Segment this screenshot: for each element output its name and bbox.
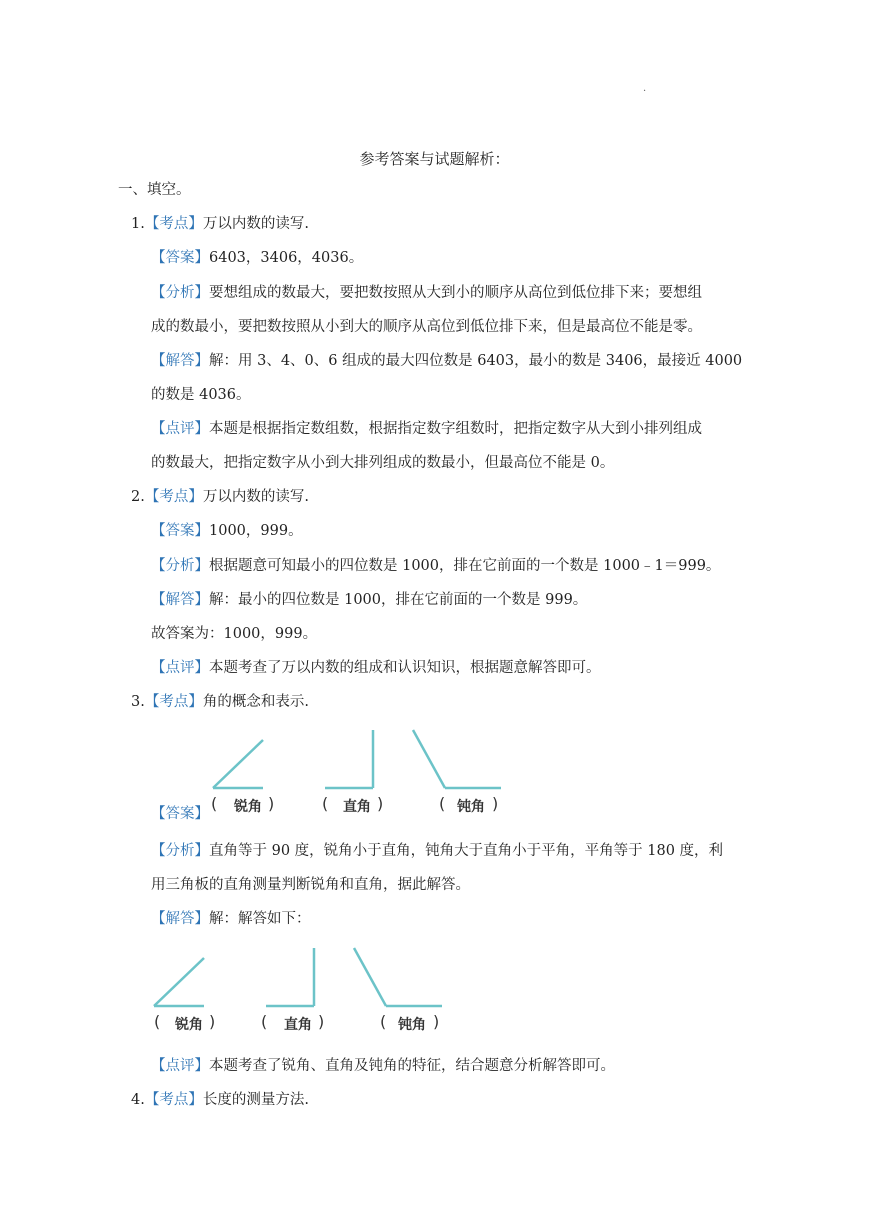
q1-fenxi-line-2: 成的数最小，要把数按照从小到大的顺序从高位到低位排下来，但是最高位不能是零。 — [151, 319, 702, 335]
q1-daan: 6403，3406，4036。 — [209, 250, 364, 266]
tag-daan: 【答案】 — [151, 523, 209, 539]
q1-dianping-1: 本题是根据指定数组数，根据指定数字组数时，把指定数字从大到小排列组成 — [209, 421, 702, 437]
tag-fenxi: 【分析】 — [151, 843, 209, 859]
obtuse-angle-arm-2 — [413, 730, 445, 788]
q2-dianping: 本题考查了万以内数的组成和认识知识，根据题意解答即可。 — [209, 660, 601, 676]
q3-daan-line — [151, 804, 209, 824]
tag-dianping: 【点评】 — [151, 660, 209, 676]
tag-fenxi: 【分析】 — [151, 558, 209, 574]
angles-figure-answer: ( 锐角 ) ( 直角 ) ( 钝角 ) — [205, 726, 515, 818]
q3-number: 3. — [131, 694, 145, 710]
q1-daan-line — [151, 248, 363, 268]
tag-jieda: 【解答】 — [151, 911, 209, 927]
header-dot: · — [643, 86, 647, 97]
tag-kaodian: 【考点】 — [144, 1092, 203, 1108]
q4-number: 4. — [131, 1092, 145, 1108]
q2-daan-line — [151, 521, 303, 541]
q4-kaodian: 长度的测量方法. — [202, 1092, 309, 1108]
tag-jieda: 【解答】 — [151, 592, 209, 608]
q3-fenxi-1: 直角等于 90 度，锐角小于直角，钝角大于直角小于平角，平角等于 180 度，利 — [209, 843, 724, 859]
angle-label-right: 直角 — [343, 799, 371, 815]
q2-number: 2. — [131, 489, 145, 505]
tag-jieda: 【解答】 — [151, 353, 209, 369]
q1-dianping-line-2: 的数最大，把指定数字从小到大排列组成的数最小，但最高位不能是 0。 — [151, 455, 615, 471]
obtuse-angle-arm-2 — [354, 948, 386, 1006]
q1-number: 1. — [131, 216, 145, 232]
acute-angle-arm-2 — [154, 958, 204, 1006]
q3-fenxi-line — [151, 841, 723, 861]
q2-jieda-line — [151, 590, 587, 610]
angle-label-right: 直角 — [284, 1017, 312, 1033]
angle-label-acute: 锐角 — [175, 1017, 203, 1033]
q1-fenxi-line — [151, 283, 702, 303]
q3-jieda-line — [151, 909, 311, 929]
q2-fenxi-line — [151, 556, 720, 576]
angles-figure-solution: ( 锐角 ) ( 直角 ) ( 钝角 ) — [146, 944, 456, 1036]
angle-label-obtuse: 钝角 — [398, 1017, 426, 1033]
angle-label-obtuse: 钝角 — [457, 799, 485, 815]
q3-jieda: 解：解答如下： — [209, 911, 311, 927]
acute-angle-arm-2 — [213, 740, 263, 788]
section-heading: 一、填空。 — [118, 182, 191, 198]
q1-jieda-1: 解：用 3、4、0、6 组成的最大四位数是 6403，最小的数是 3406，最接近 4000 — [209, 353, 743, 369]
tag-dianping: 【点评】 — [151, 421, 209, 437]
q1-jieda-line-2: 的数是 4036。 — [151, 387, 251, 403]
q1-kaodian-line — [131, 214, 309, 234]
tag-dianping: 【点评】 — [151, 1058, 209, 1074]
q3-kaodian: 角的概念和表示. — [202, 694, 309, 710]
q3-dianping: 本题考查了锐角、直角及钝角的特征，结合题意分析解答即可。 — [209, 1058, 615, 1074]
angles-drawing — [205, 726, 515, 796]
q2-jieda: 解：最小的四位数是 1000，排在它前面的一个数是 999。 — [209, 592, 588, 608]
q1-fenxi-1: 要想组成的数最大，要把数按照从大到小的顺序从高位到低位排下来；要想组 — [209, 285, 702, 301]
q1-dianping-line — [151, 419, 702, 439]
q2-kaodian: 万以内数的读写. — [202, 489, 309, 505]
tag-kaodian: 【考点】 — [144, 216, 203, 232]
tag-daan: 【答案】 — [151, 806, 209, 822]
q3-kaodian-line — [131, 692, 309, 712]
tag-kaodian: 【考点】 — [144, 489, 203, 505]
q4-kaodian-line — [131, 1090, 309, 1110]
page-title: 参考答案与试题解析： — [359, 150, 510, 168]
q2-dianping-line — [151, 658, 601, 678]
tag-fenxi: 【分析】 — [151, 285, 209, 301]
q2-daan: 1000，999。 — [209, 523, 303, 539]
q2-guda-line: 故答案为：1000，999。 — [151, 626, 318, 642]
q1-kaodian: 万以内数的读写. — [202, 216, 309, 232]
q3-fenxi-line-2: 用三角板的直角测量判断锐角和直角，据此解答。 — [151, 877, 470, 893]
angle-label-acute: 锐角 — [234, 799, 262, 815]
tag-kaodian: 【考点】 — [144, 694, 203, 710]
q2-kaodian-line — [131, 487, 309, 507]
angles-drawing-solution — [146, 944, 456, 1014]
q2-fenxi: 根据题意可知最小的四位数是 1000，排在它前面的一个数是 1000﹣1＝999。 — [209, 558, 721, 574]
q3-dianping-line — [151, 1056, 615, 1076]
q1-jieda-line — [151, 351, 742, 371]
tag-daan: 【答案】 — [151, 250, 209, 266]
